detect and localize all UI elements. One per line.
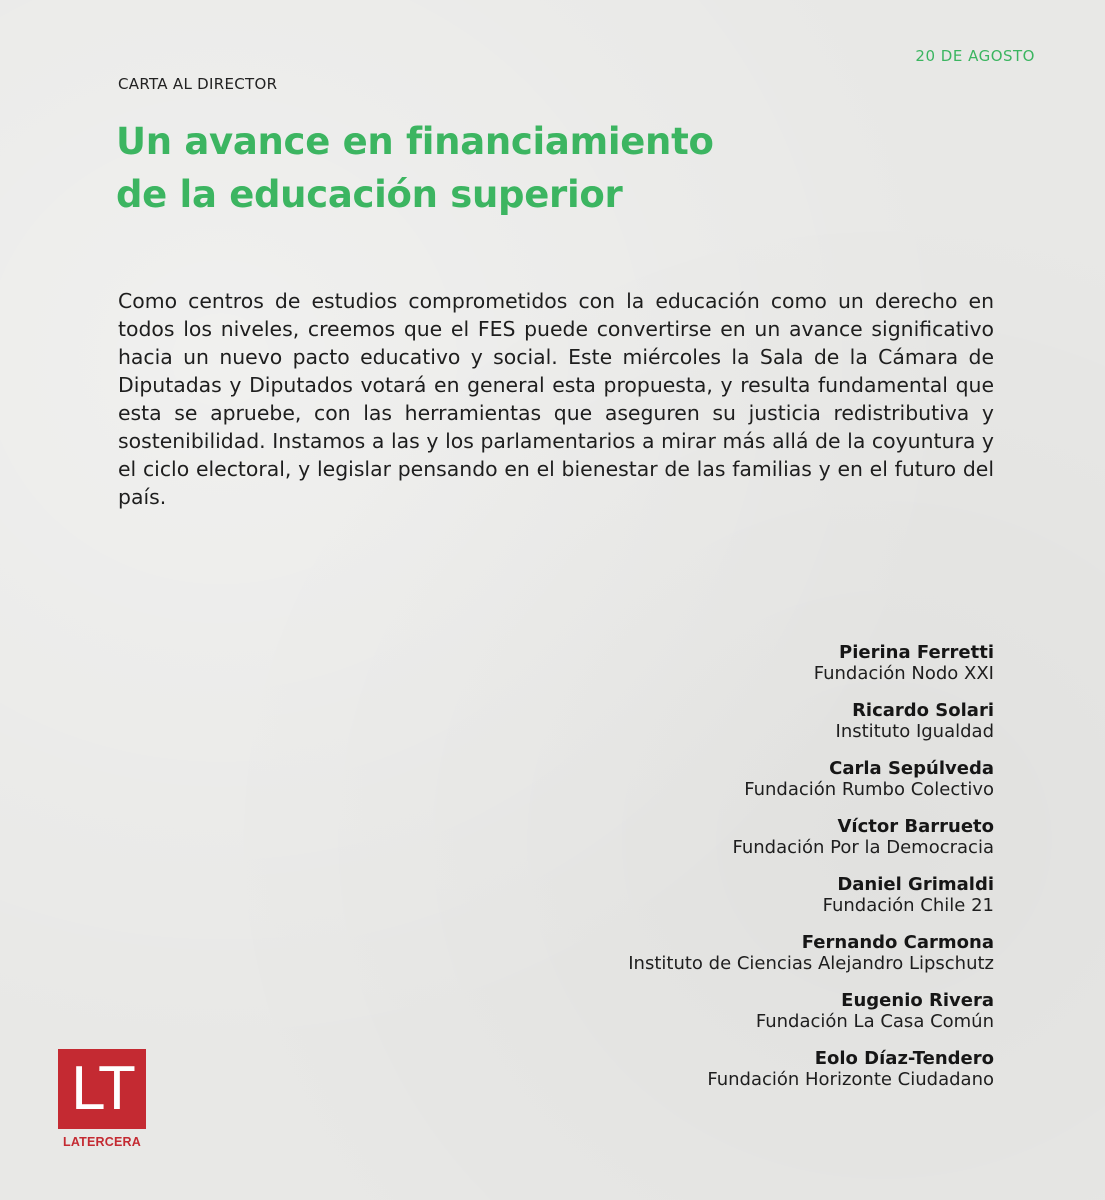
headline-line-1: Un avance en financiamiento [116,120,714,163]
letter-body: Como centros de estudios comprometidos con la educación como un derecho en todos los niveles, creemos que el FES puede convertirse en un avance significativo hacia un nuevo pacto educativo y social. Este miércoles la Sala de la Cámara de Diputadas y Diputados votará en general esta propuesta, y resulta fundamental que esta se apruebe, con las herramientas que aseguren su justicia redistributiva y sostenibilidad. Instamos a las y los parlamentarios a mirar más allá de la coyuntura y el ciclo electoral, y legislar pensando en el bienestar de las familias y en el futuro del país. [118,289,994,509]
signature-name: Daniel Grimaldi [837,874,994,895]
signature [434,1048,994,1091]
section-label: CARTA AL DIRECTOR [118,75,278,93]
signature-name: Ricardo Solari [852,700,994,721]
signature-organization: Fundación La Casa Común [755,1011,994,1032]
signature [434,932,994,975]
signature-name: Pierina Ferretti [839,642,994,663]
logo-mark: LT [58,1049,146,1129]
signature-organization: Fundación Horizonte Ciudadano [707,1069,994,1090]
headline [116,115,916,221]
publication-date: 20 DE AGOSTO [915,47,1035,65]
signature-name: Eolo Díaz-Tendero [814,1048,994,1069]
signature-organization: Instituto de Ciencias Alejandro Lipschutz [628,953,994,974]
signature [434,642,994,685]
la-tercera-logo [58,1049,146,1149]
signature [434,758,994,801]
signature [434,874,994,917]
signature-name: Eugenio Rivera [841,990,994,1011]
signature-organization: Fundación Nodo XXI [813,663,994,684]
headline-line-2: de la educación superior [116,173,623,216]
signature [434,816,994,859]
signature-organization: Instituto Igualdad [835,721,994,742]
signature-name: Víctor Barrueto [837,816,994,837]
signature [434,700,994,743]
signature-organization: Fundación Por la Democracia [732,837,994,858]
signature-organization: Fundación Rumbo Colectivo [744,779,994,800]
signature-name: Fernando Carmona [801,932,994,953]
signature-name: Carla Sepúlveda [829,758,994,779]
signatures-list [434,642,994,1106]
signature-organization: Fundación Chile 21 [822,895,994,916]
signature [434,990,994,1033]
logo-wordmark: LATERCERA [63,1135,141,1149]
